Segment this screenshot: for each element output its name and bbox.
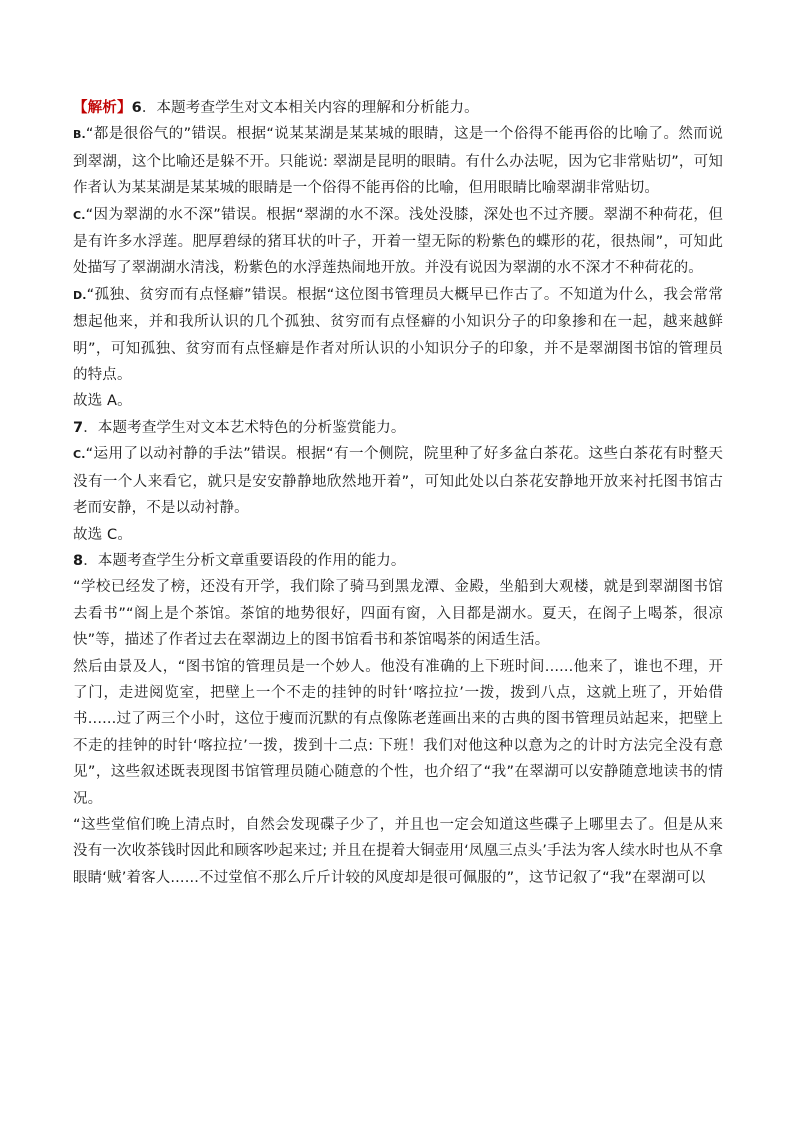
option-c-text: “因为翠湖的水不深”错误。根据“翠湖的水不深。浅处没膝，深处也不过齐腰。翠湖不种荷花，但是有许多水浮莲。肥厚碧绿的猪耳状的叶子，开着一望无际的粉紫色的蝶形的花，很热闹”，可知此处描写了翠湖湖水清浅，粉紫色的水浮莲热闹地开放。并没有说因为翠湖的水不深才不种荷花的。: [73, 206, 723, 277]
option-b-text: “都是很俗气的”错误。根据“说某某湖是某某城的眼睛，这是一个俗得不能再俗的比喻了。然而说到翠湖，这个比喻还是躲不开。只能说: 翠湖是昆明的眼睛。有什么办法呢，因为它非常贴切”，可知作者认为某某湖是某某城的眼睛是一个俗得不能再俗的比喻，但用眼睛比喻翠湖非常贴切。: [73, 126, 723, 197]
option-d-analysis: [73, 282, 723, 389]
analysis-tag: 【解析】: [73, 100, 132, 116]
option-c-analysis: [73, 202, 723, 282]
question-number: 7: [73, 419, 84, 436]
option-letter: B.: [73, 128, 86, 142]
question-8-text: ．本题考查学生分析文章重要语段的作用的能力。: [83, 552, 406, 569]
answer-6: 故选 A。: [73, 393, 132, 410]
q7-option-c-analysis: [73, 441, 723, 521]
question-7-heading: [73, 415, 723, 441]
question-7-text: ．本题考查学生对文本艺术特色的分析鉴赏能力。: [83, 419, 406, 436]
question-number: 6: [131, 100, 142, 116]
option-d-text: “孤独、贫穷而有点怪癖”错误。根据“这位图书管理员大概早已作古了。不知道为什么，我会常常想起他来，并和我所认识的几个孤独、贫穷而有点怪癖的小知识分子的印象掺和在一起，越来越鲜明”，可知孤独、贫穷而有点怪癖是作者对所认识的小知识分子的印象，并不是翠湖图书馆的管理员的特点。: [73, 286, 723, 384]
question-number: 8: [73, 552, 84, 569]
q7-option-c-text: “运用了以动衬静的手法”错误。根据“有一个侧院，院里种了好多盆白茶花。这些白茶花有时整天没有一个人来看它，就只是安安静静地欣然地开着”，可知此处以白茶花安静地开放来衬托图书馆古老而安静，不是以动衬静。: [73, 446, 723, 517]
option-letter: C.: [73, 448, 86, 462]
option-letter: D.: [73, 288, 87, 302]
analysis-paragraph-1: “学校已经发了榜，还没有开学，我们除了骑马到黑龙潭、金殿，坐船到大观楼，就是到翠湖图书馆去看书”“阁上是个茶馆。茶馆的地势很好，四面有窗，入目都是湖水。夏天，在阁子上喝茶，很凉快”等，描述了作者过去在翠湖边上的图书馆看书和茶馆喝茶的闲适生活。: [73, 579, 723, 649]
question-6-text: ．本题考查学生对文本相关内容的理解和分析能力。: [141, 100, 479, 116]
answer-7: 故选 C。: [73, 526, 132, 543]
analysis-paragraph-2: 然后由景及人，“图书馆的管理员是一个妙人。他没有准确的上下班时间......他来了，谁也不理，开了门，走进阅览室，把壁上一个不走的挂钟的时针‘喀拉拉’一拨，拨到八点，这就上班了，开始借书......过了两三个小时，这位于瘦而沉默的有点像陈老莲画出来的古典的图书管理员站起来，把壁上不走的挂钟的时针‘喀拉拉’一拨，拨到十二点: 下班！我们对他这种以意为之的计时方法完全没有意见”，这些叙述既表现图书馆管理员随心随意的个性，也介绍了“我”在翠湖可以安静随意地读书的情况。: [73, 658, 723, 807]
question-8-heading: [73, 548, 723, 574]
analysis-content: [73, 95, 723, 891]
option-b-analysis: [73, 121, 723, 201]
option-letter: C.: [73, 208, 86, 222]
question-6-heading: [73, 95, 723, 121]
analysis-paragraph-3: “这些堂倌们晚上清点时，自然会发现碟子少了，并且也一定会知道这些碟子上哪里去了。但是从来没有一次收茶钱时因此和顾客吵起来过; 并且在提着大铜壶用‘凤凰三点头’手法为客人续水时也从不拿眼睛‘贼’着客人......不过堂倌不那么斤斤计较的风度却是很可佩服的”，这节记叙了“我”在翠湖可以: [73, 816, 723, 886]
